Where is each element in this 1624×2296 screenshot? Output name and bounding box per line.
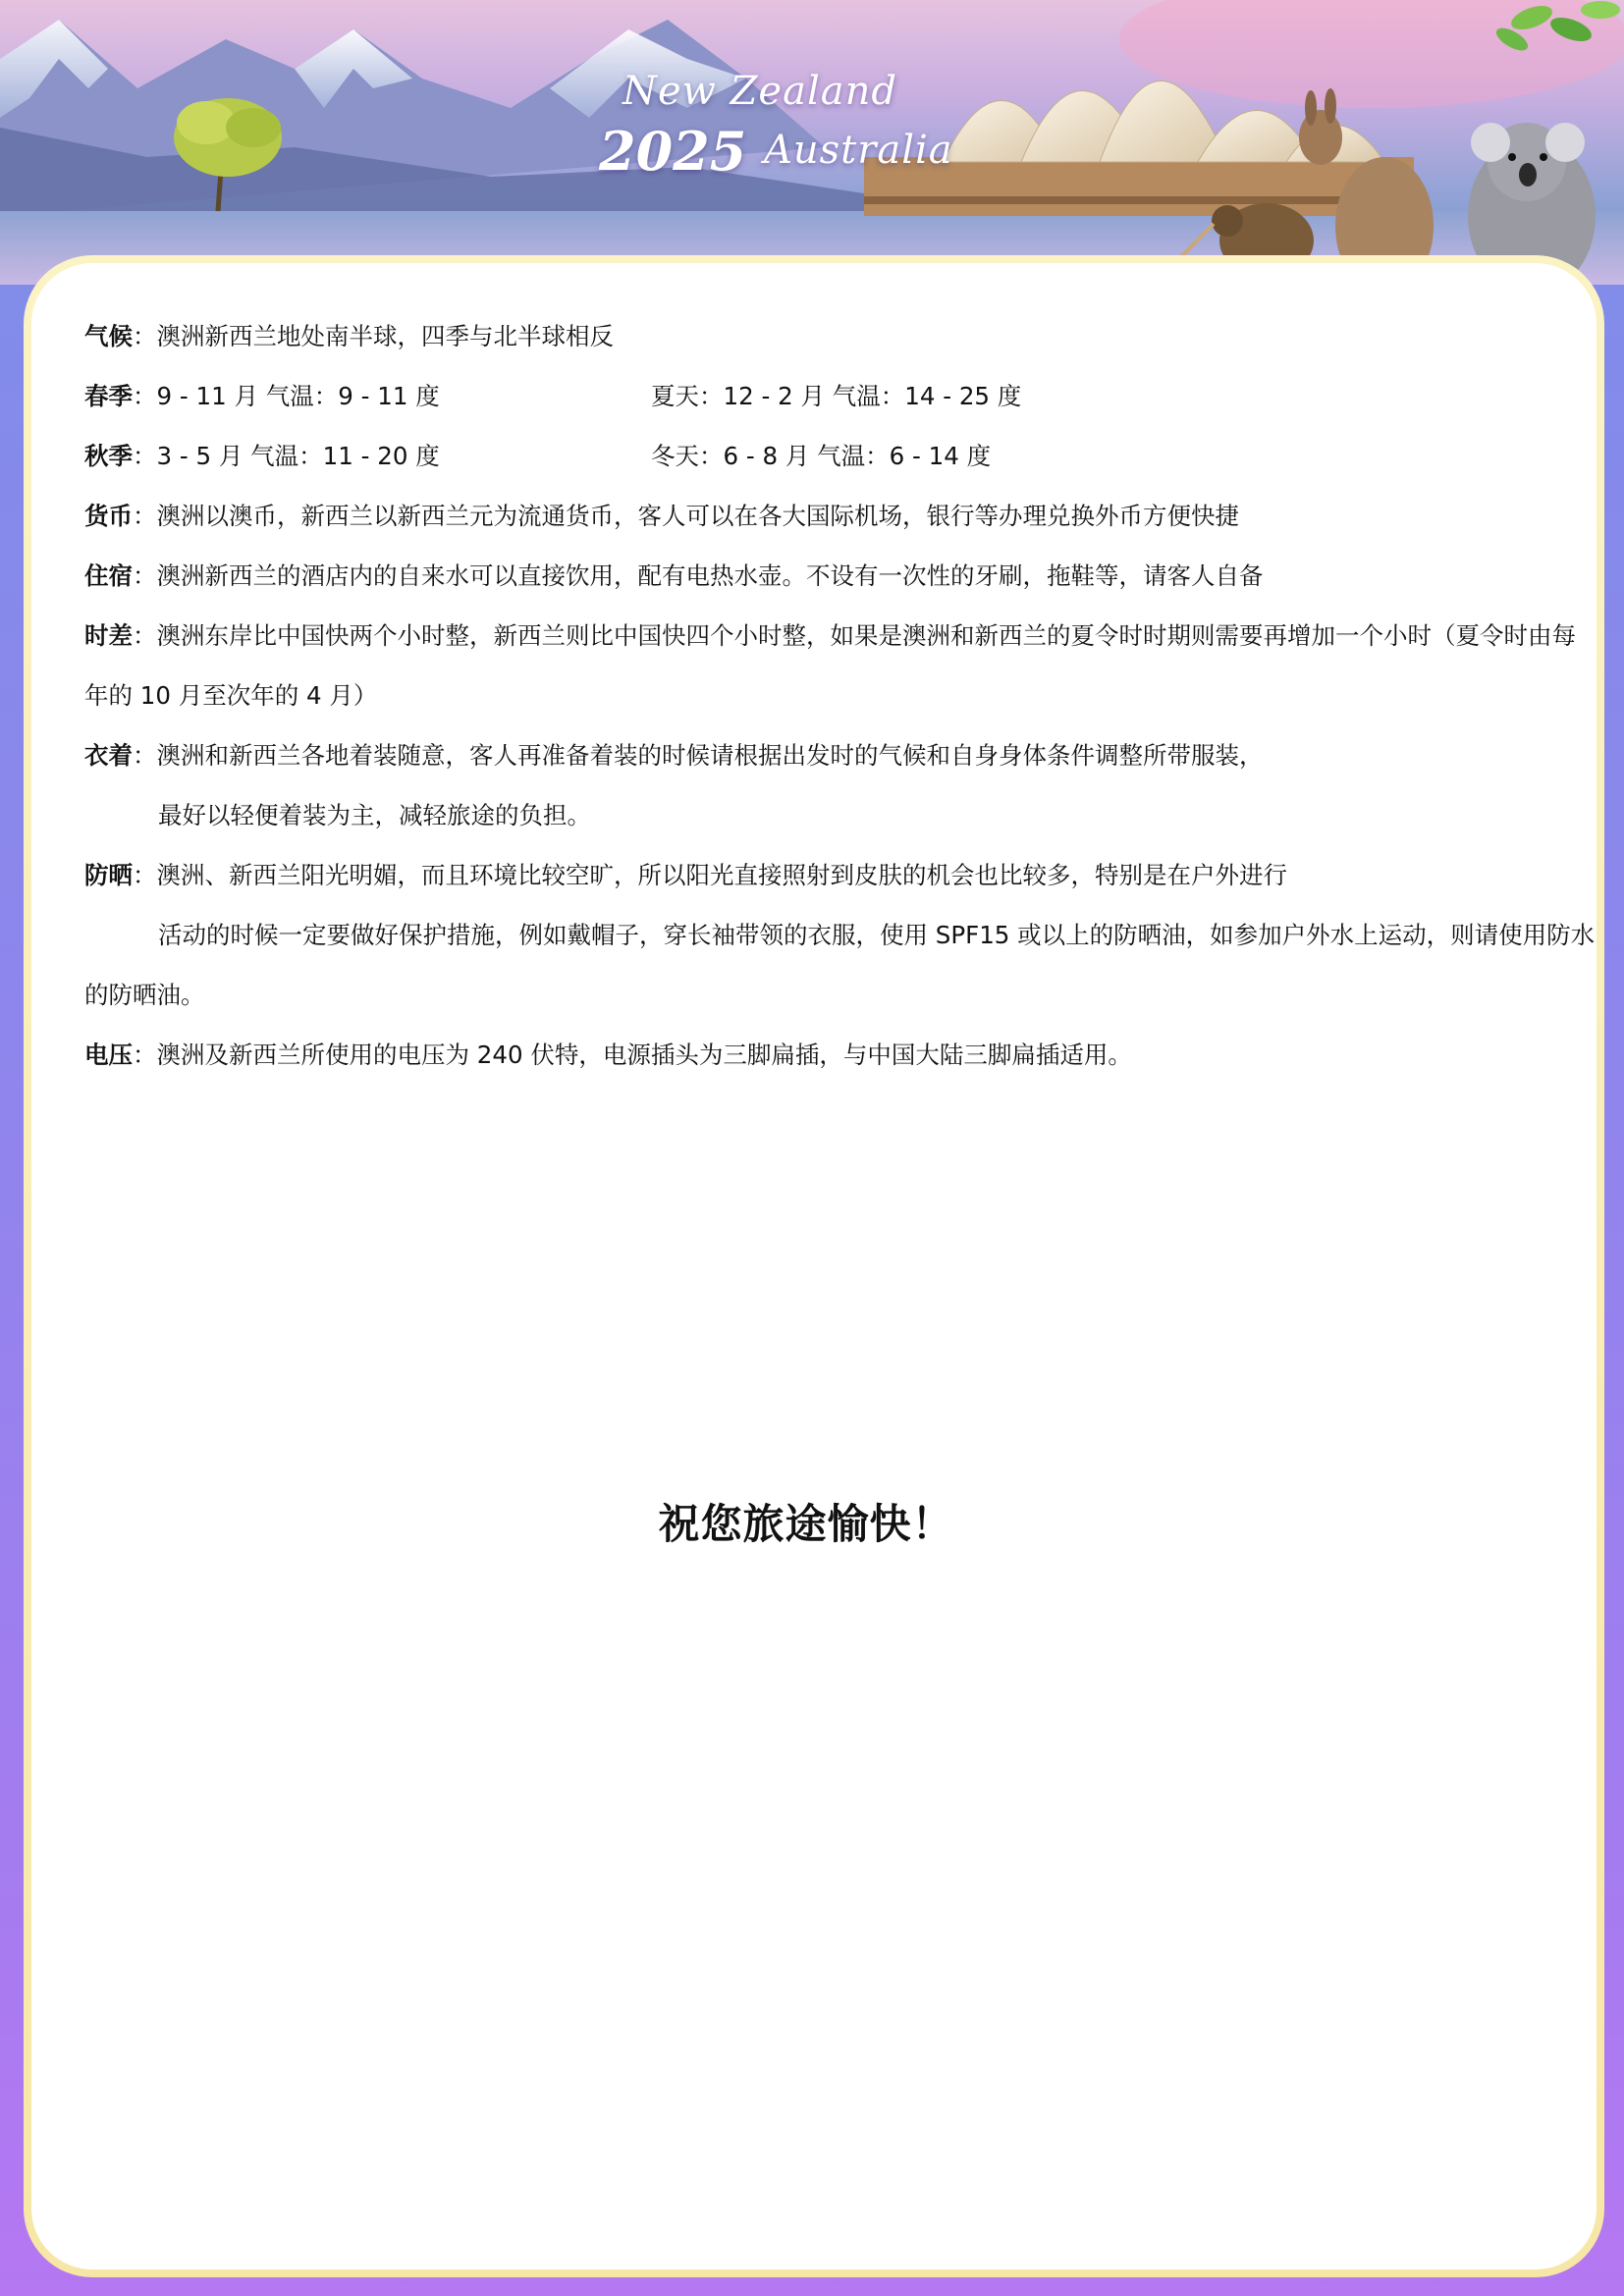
info-label: 住宿 [84, 561, 133, 590]
info-text: 的防晒油。 [84, 981, 205, 1009]
info-text: 澳洲东岸比中国快两个小时整，新西兰则比中国快四个小时整，如果是澳洲和新西兰的夏令时时期则需要再增加一个小时（夏令时由每 [156, 621, 1576, 650]
info-text: 澳洲和新西兰各地着装随意，客人再准备着装的时候请根据出发时的气候和自身身体条件调整所带服装， [156, 741, 1264, 770]
banner-year: 2025 [599, 120, 747, 183]
info-text: 澳洲以澳币，新西兰以新西兰元为流通货币，客人可以在各大国际机场，银行等办理兑换外币方便快捷 [156, 502, 1239, 530]
info-voltage: 电压：澳洲及新西兰所使用的电压为 240 伏特，电源插头为三脚扁插，与中国大陆三脚扁插适用。 [84, 1041, 1132, 1069]
info-text: 澳洲新西兰地处南半球，四季与北半球相反 [156, 322, 614, 350]
info-winter: 冬天：6 - 8 月 气温：6 - 14 度 [651, 442, 992, 470]
banner-title-new-zealand: New Zealand [623, 69, 897, 114]
info-text: 澳洲及新西兰所使用的电压为 240 伏特，电源插头为三脚扁插，与中国大陆三脚扁插适用。 [156, 1041, 1132, 1069]
info-summer: 夏天：12 - 2 月 气温：14 - 25 度 [651, 382, 1022, 410]
banner-title-australia: Australia [764, 128, 953, 173]
info-label: 货币 [84, 502, 133, 530]
info-text: 最好以轻便着装为主，减轻旅途的负担。 [158, 801, 591, 829]
info-sunscreen-cont [84, 905, 1616, 965]
info-currency: 货币：澳洲以澳币，新西兰以新西兰元为流通货币，客人可以在各大国际机场，银行等办理兑换外币方便快捷 [84, 502, 1239, 530]
header-banner [0, 0, 1624, 285]
info-timezone-cont [84, 666, 1616, 725]
info-label: 时差 [84, 621, 133, 650]
info-sunscreen-cont2 [84, 965, 1616, 1025]
info-climate: 气候：澳洲新西兰地处南半球，四季与北半球相反 [84, 322, 614, 350]
info-text: 3 - 5 月 气温：11 - 20 度 [156, 442, 440, 470]
info-autumn-winter: 秋季：3 - 5 月 气温：11 - 20 度 冬天：6 - 8 月 气温：6 - 14 度 [84, 426, 1616, 486]
info-text: 活动的时候一定要做好保护措施，例如戴帽子，穿长袖带领的衣服，使用 SPF15 或以上的防晒油，如参加户外水上运动，则请使用防水 [158, 921, 1596, 949]
info-text: 澳洲新西兰的酒店内的自来水可以直接饮用，配有电热水壶。不设有一次性的牙刷，拖鞋等，请客人自备 [156, 561, 1264, 590]
info-clothing: 衣着：澳洲和新西兰各地着装随意，客人再准备着装的时候请根据出发时的气候和自身身体条件调整所带服装， [84, 741, 1264, 770]
info-label: 防晒 [84, 861, 133, 889]
info-text: 年的 10 月至次年的 4 月） [84, 681, 378, 710]
info-lodging: 住宿：澳洲新西兰的酒店内的自来水可以直接饮用，配有电热水壶。不设有一次性的牙刷，拖鞋等，请客人自备 [84, 561, 1264, 590]
info-label: 秋季 [84, 442, 133, 470]
info-clothing-cont [84, 785, 1616, 845]
info-label: 衣着 [84, 741, 133, 770]
info-spring-summer: 春季：9 - 11 月 气温：9 - 11 度 夏天：12 - 2 月 气温：14 - 25 度 [84, 366, 1616, 426]
info-text: 澳洲、新西兰阳光明媚，而且环境比较空旷，所以阳光直接照射到皮肤的机会也比较多，特别是在户外进行 [156, 861, 1287, 889]
info-label: 气候 [84, 322, 133, 350]
banner-title [599, 69, 953, 206]
info-label: 春季 [84, 382, 133, 410]
closing-message: 祝您旅途愉快！ [658, 1500, 954, 1548]
info-label: 电压 [84, 1041, 133, 1069]
info-sunscreen: 防晒：澳洲、新西兰阳光明媚，而且环境比较空旷，所以阳光直接照射到皮肤的机会也比较多，特别是在户外进行 [84, 861, 1287, 889]
info-timezone: 时差：澳洲东岸比中国快两个小时整，新西兰则比中国快四个小时整，如果是澳洲和新西兰的夏令时时期则需要再增加一个小时（夏令时由每 [84, 621, 1576, 650]
travel-info [84, 306, 1616, 1548]
info-text: 9 - 11 月 气温：9 - 11 度 [156, 382, 440, 410]
